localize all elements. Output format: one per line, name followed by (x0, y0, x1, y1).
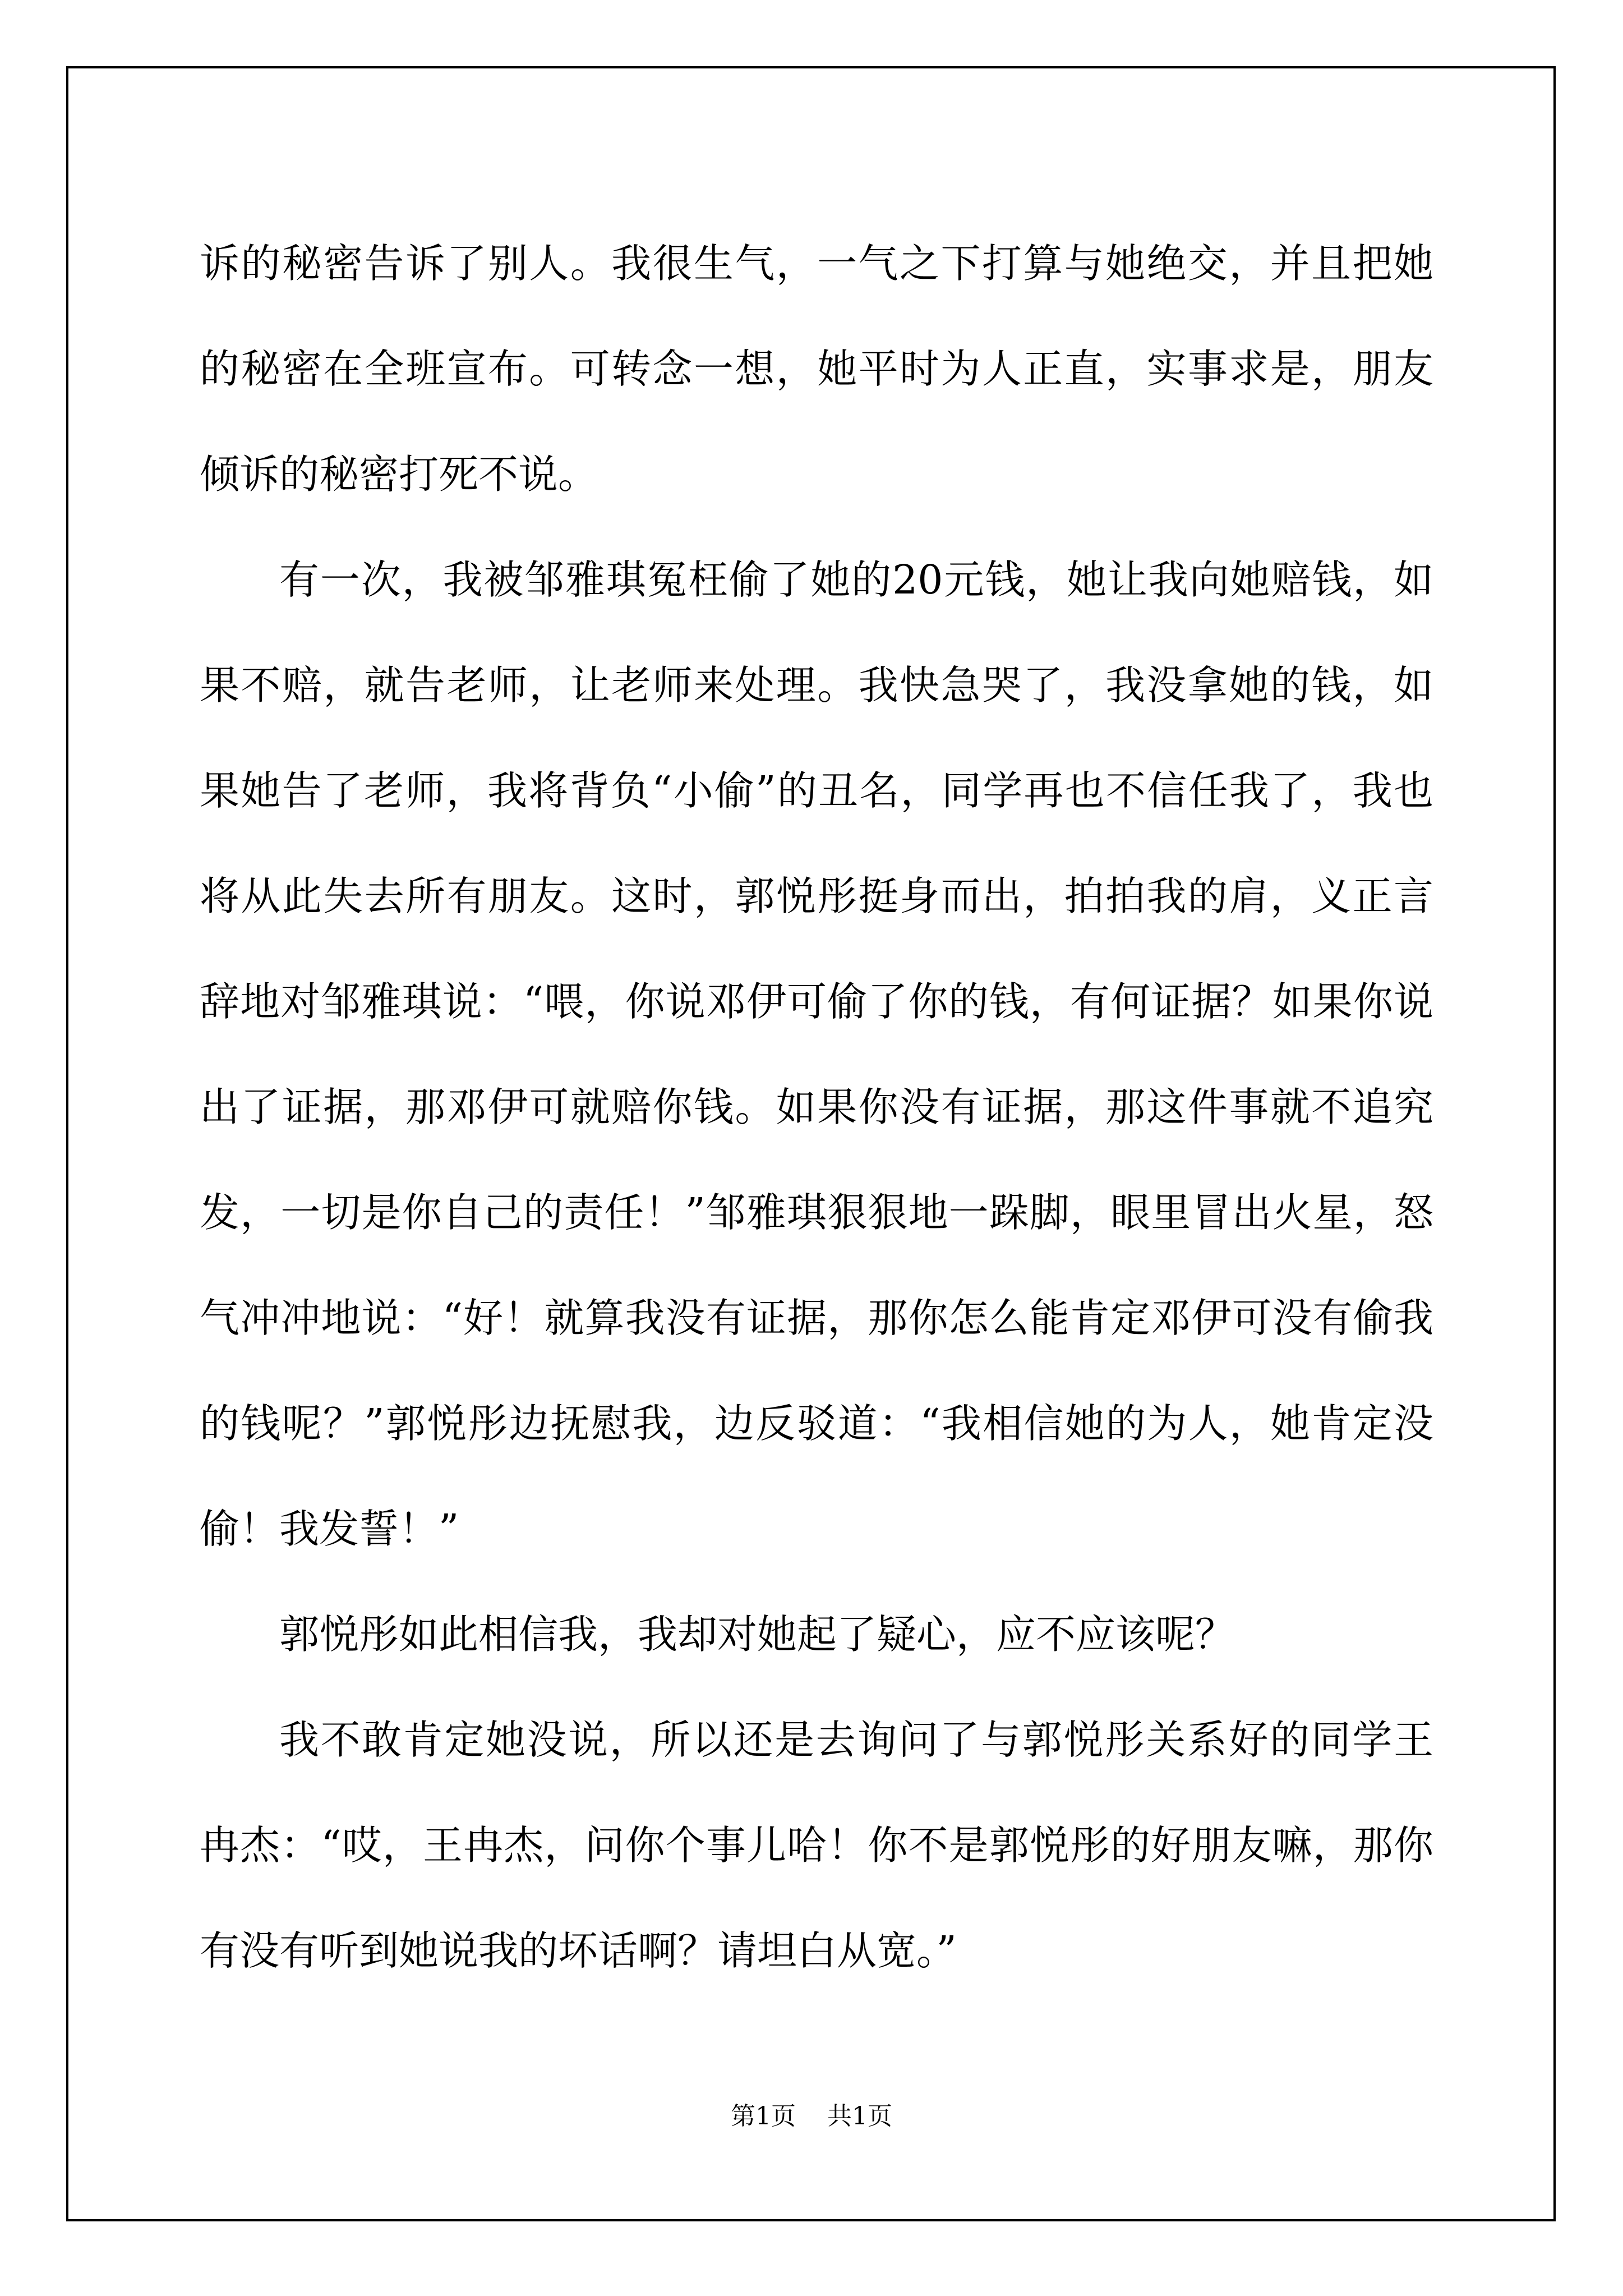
page-total: 共1页 (827, 2102, 892, 2131)
paragraph-2: 有一次，我被邹雅琪冤枉偷了她的20元钱，她让我向她赔钱，如果不赔，就告老师，让老师来处理。我快急哭了，我没拿她的钱，如果她告了老师，我将背负“小偷”的丑名，同学再也不信任我了，我也将从此失去所有朋友。这时，郭悦彤挺身而出，拍拍我的肩，义正言辞地对邹雅琪说：“喂，你说邓伊可偷了你的钱，有何证据？如果你说出了证据，那邓伊可就赔你钱。如果你没有证据，那这件事就不追究发，一切是你自己的责任！”邹雅琪狠狠地一跺脚，眼里冒出火星，怒气冲冲地说：“好！就算我没有证据，那你怎么能肯定邓伊可没有偷我的钱呢？”郭悦彤边抚慰我，边反驳道：“我相信她的为人，她肯定没偷！我发誓！” (200, 556, 1433, 1552)
page-number: 第1页 (731, 2102, 796, 2131)
paragraph-1: 诉的秘密告诉了别人。我很生气，一气之下打算与她绝交，并且把她的秘密在全班宣布。可转念一想，她平时为人正直，实事求是，朋友倾诉的秘密打死不说。 (200, 240, 1433, 498)
document-body (200, 211, 1433, 2004)
paragraph-3: 郭悦彤如此相信我，我却对她起了疑心，应不应该呢？ (279, 1611, 1235, 1658)
page-footer (0, 2096, 1623, 2132)
paragraph-4: 我不敢肯定她没说，所以还是去询问了与郭悦彤关系好的同学王冉杰：“哎，王冉杰，问你个事儿哈！你不是郭悦彤的好朋友嘛，那你有没有听到她说我的坏话啊？请坦白从宽。” (200, 1717, 1433, 1974)
